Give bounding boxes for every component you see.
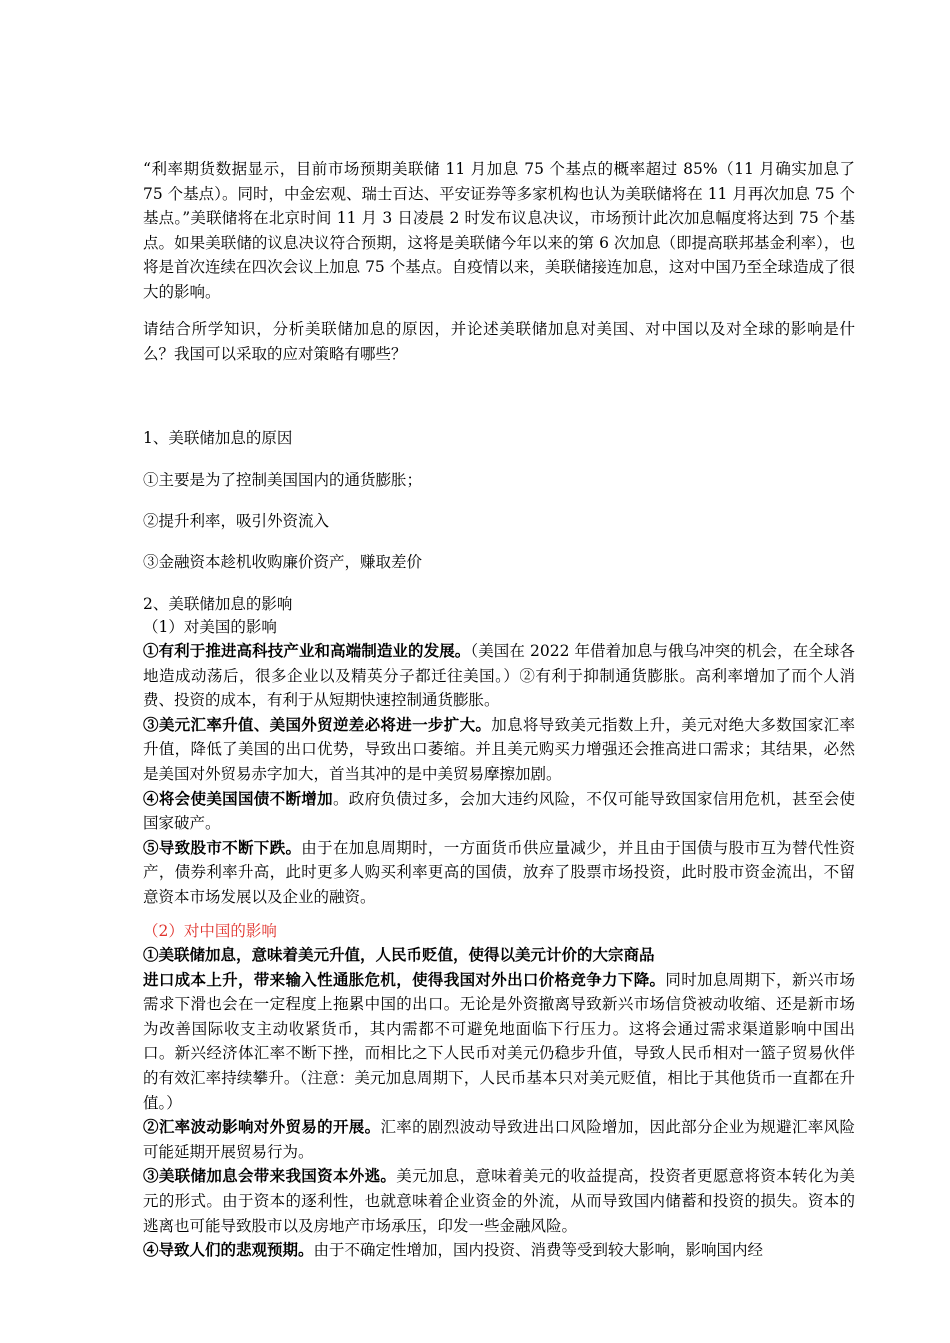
question-paragraph	[143, 317, 855, 366]
us-effect-1-bold: ①有利于推进高科技产业和高端制造业的发展。	[143, 641, 471, 660]
china-effect-2	[143, 1115, 855, 1164]
us-effect-4-text: 由于在加息周期时，一方面货币供应量减少，并且由于国债与股市互为替代性资产，债券利率升高，此时更多人购买利率更高的国债，放弃了股票市场投资，此时股市资金流出，不留意资本市场发展以及企业的融资。	[143, 838, 855, 906]
us-effect-1	[143, 639, 855, 713]
china-effect-2-bold: ②汇率波动影响对外贸易的开展。	[143, 1117, 381, 1137]
intro-text: “利率期货数据显示，目前市场预期美联储 11 月加息 75 个基点的概率超过 85%（11 月确实加息了 75 个基点）。同时，中金宏观、瑞士百达、平安证券等多家机构也认为美联储将在 11 月再次加息 75 个基点。”美联储将在北京时间 11 月 3 日凌晨 2 时发布议息决议，市场预计此次加息幅度将达到 75 个基点。如果美联储的议息决议符合预期，这将是美联储今年以来的第 6 次加息（即提高联邦基金利率），也将是首次连续在四次会议上加息 75 个基点。自疫情以来，美联储接连加息，这对中国乃至全球造成了很大的影响。	[143, 160, 856, 301]
us-subheading: （1）对美国的影响	[143, 618, 277, 636]
china-effect-3-bold: ③美联储加息会带来我国资本外逃。	[143, 1166, 397, 1186]
china-effect-2-text: 汇率的剧烈波动导致进出口风险增加，因此部分企业为规避汇率风险可能延期开展贸易行为。	[143, 1118, 855, 1161]
china-effect-4	[143, 1238, 855, 1263]
us-effect-3-text: 。政府负债过多，会加大违约风险，不仅可能导致国家信用危机，甚至会使国家破产。	[143, 789, 855, 833]
china-effect-4-bold: ④导致人们的悲观预期。	[143, 1240, 314, 1260]
us-effect-4-bold: ⑤导致股市不断下跌。	[143, 837, 302, 857]
china-effects	[143, 943, 855, 1263]
us-effect-2	[143, 713, 855, 787]
question-text: 请结合所学知识，分析美联储加息的原因，并论述美联储加息对美国、对中国以及对全球的影响是什么？我国可以采取的应对策略有哪些？	[143, 320, 855, 363]
china-effect-3-text: 美元加息，意味着美元的收益提高，投资者更愿意将资本转化为美元的形式。由于资本的逐利性，也就意味着企业资金的外流，从而导致国内储蓄和投资的损失。资本的逃离也可能导致股市以及房地产市场承压，印发一些金融风险。	[143, 1167, 855, 1235]
section1-heading: 1、美联储加息的原因	[143, 429, 293, 447]
us-effects	[143, 639, 855, 910]
section1-item-3: ③金融资本趁机收购廉价资产，赚取差价	[143, 553, 423, 571]
intro-paragraph	[143, 157, 855, 305]
section1-item-2: ②提升利率，吸引外资流入	[143, 512, 330, 530]
section1-item-1: ①主要是为了控制美国国内的通货膨胀；	[143, 471, 423, 489]
us-effect-2-bold: ③美元汇率升值、美国外贸逆差必将进一步扩大。	[143, 714, 492, 734]
china-effect-4-text: 由于不确定性增加，国内投资、消费等受到较大影响，影响国内经	[313, 1241, 764, 1260]
china-subheading: （2）对中国的影响	[143, 922, 277, 940]
section2-heading: 2、美联储加息的影响	[143, 595, 293, 613]
us-effect-3-bold: ④将会使美国国债不断增加	[143, 788, 333, 808]
china-effect-1	[143, 968, 855, 1116]
china-effect-1-line-a: ①美联储加息，意味着美元升值，人民币贬值，使得以美元计价的大宗商品	[143, 945, 655, 964]
us-effect-3	[143, 787, 855, 836]
us-effect-2-text: 加息将导致美元指数上升，美元对绝大多数国家汇率升值，降低了美国的出口优势，导致出口萎缩。并且美元购买力增强还会推高进口需求；其结果，必然是美国对外贸易赤字加大，首当其冲的是中美贸易摩擦加剧。	[143, 715, 855, 783]
us-effect-4	[143, 836, 855, 910]
china-effect-3	[143, 1164, 855, 1238]
china-effect-1-bold: 进口成本上升，带来输入性通胀危机，使得我国对外出口价格竞争力下降。	[143, 969, 666, 989]
us-effect-1-text: （美国在 2022 年借着加息与俄乌冲突的机会，在全球各地造成动荡后，很多企业以及精英分子都迁往美国。）②有利于抑制通货膨胀。高利率增加了而个人消费、投资的成本，有利于从短期快速控制通货膨胀。	[143, 642, 855, 710]
china-effect-1-text: 同时加息周期下，新兴市场需求下滑也会在一定程度上拖累中国的出口。无论是外资撤离导致新兴市场信贷被动收缩、还是新市场为改善国际收支主动收紧货币，其内需都不可避免地面临下行压力。这将会通过需求渠道影响中国出口。新兴经济体汇率不断下挫，而相比之下人民币对美元仍稳步升值，导致人民币相对一篮子贸易伙伴的有效汇率持续攀升。（注意：美元加息周期下，人民币基本只对美元贬值，相比于其他货币一直都在升值。）	[143, 970, 855, 1112]
